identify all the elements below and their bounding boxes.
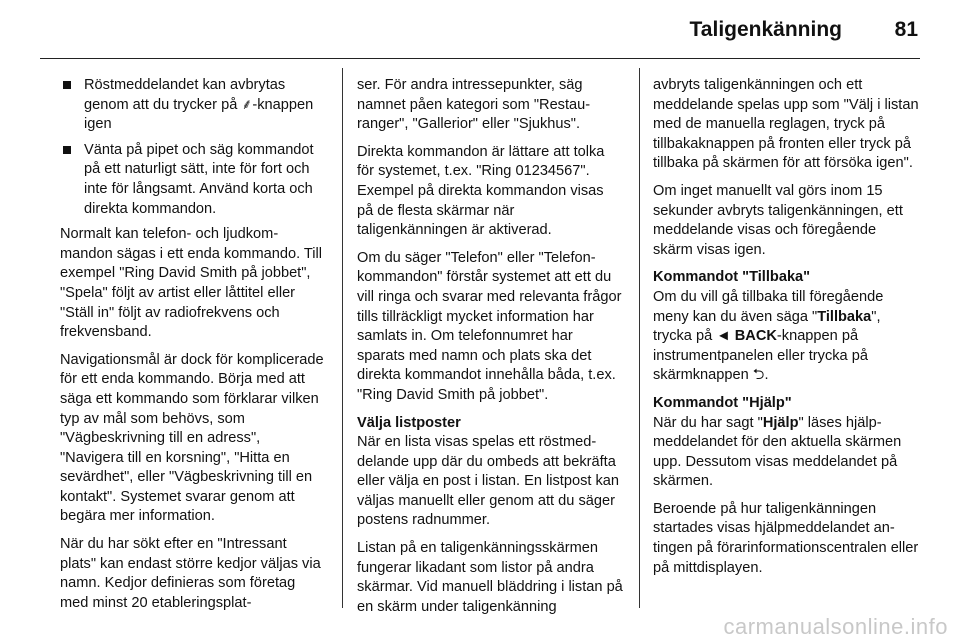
keyword-tillbaka: Tillbaka (817, 308, 872, 325)
back-arrow-icon: ⮌ (752, 367, 765, 384)
page-number: 81 (894, 18, 918, 41)
text-run: ", trycka på (653, 308, 881, 345)
paragraph: Om inget manuellt val görs inom 15 sekunder avbryts taligenkänningen, ett meddelande visas och föregående skärm visas igen. (653, 182, 903, 258)
column-divider-1 (342, 68, 343, 608)
paragraph (653, 288, 919, 386)
bullet-square-icon (63, 146, 71, 154)
section-heading: Kommandot "Hjälp" (653, 394, 792, 411)
section-heading: Välja listposter (357, 414, 461, 431)
paragraph: Listan på en taligenkänningsskärmen fungerar likadant som listor på andra skärmar. Vid manuell bläddring i listan på en skärm under taligenkänning (357, 540, 623, 615)
section-heading: Kommandot "Tillbaka" (653, 269, 811, 286)
bullet-text: Vänta på pipet och säg kommandot på ett naturligt sätt, inte för fort och inte för långsamt. Använd korta och direkta kommandon. (84, 141, 314, 217)
text-run: -knappen på instrumentpanelen eller trycka på skärmknappen (653, 328, 868, 384)
back-button-label: ◄ BACK (716, 328, 777, 345)
column-3 (653, 76, 919, 586)
column-1 (60, 76, 326, 621)
bullet-item (60, 141, 326, 219)
paragraph: Om du säger "Telefon" eller "Telefonkommandon" förstår systemet att ett du vill ringa och svarar med relevanta frågor tills tillräckligt mycket information har samlats in. Om telefonnumret har sparats med namn och plats ska det direkta kommandot innehålla båda, t.ex. "Ring David Smith på jobbet". (357, 249, 622, 403)
paragraph: Normalt kan telefon- och ljudkommandon sägas i ett enda kommando. Till exempel "Ring David Smith på jobbet", "Spela" följt av artist eller låttitel eller "Ställ in" följt av radiofrekvens och frekvensband. (60, 226, 323, 341)
paragraph: Beroende på hur taligenkänningen startades visas hjälpmeddelandet antingen på förarinformationscentralen eller på mittdisplayen. (653, 500, 919, 576)
page-title: Taligenkänning (689, 18, 842, 41)
paragraph: Navigationsmål är dock för komplicerade för ett enda kommando. Börja med att säga ett kommando som förklarar vilken typ av mål som behövs, som "Vägbeskrivning till en adress", "Navigera till en korsning", "Hitta en sevärdhet", eller "Vägbeskrivning till en kontakt". Systemet svarar genom att begära mer information. (60, 351, 324, 525)
text-run: " läses hjälpmeddelandet för den aktuella skärmen upp. Dessutom visas meddelandet på skärmen. (653, 414, 902, 490)
bullet-square-icon (63, 81, 71, 89)
bullet-item (60, 76, 326, 135)
page-header (40, 0, 920, 59)
column-divider-2 (639, 68, 640, 608)
text-run: Om du vill gå tillbaka till föregående meny kan du även säga " (653, 288, 884, 325)
keyword-hjalp: Hjälp (762, 414, 799, 431)
paragraph: ser. För andra intressepunkter, säg namnet påen kategori som "Restauranger", "Gallerior" eller "Sjukhus". (357, 77, 591, 133)
bullet-text-post: -knappen igen (84, 96, 314, 133)
column-2 (357, 76, 623, 625)
voice-button-icon: ⸙ (241, 96, 253, 113)
bullet-text-pre: Röstmeddelandet kan avbrytas genom att du trycker på (84, 77, 286, 113)
paragraph: avbryts taligenkänningen och ett meddelande spelas upp som "Välj i listan med de manuella reglagen, tryck på tillbakaknappen på fronten eller tryck på tillbaka på skärmen för att försöka igen". (653, 77, 919, 172)
paragraph: När du har sökt efter en "Intressant plats" kan endast större kedjor väljas via namn. Kedjor definieras som företag med minst 20 etableringsplat- (60, 536, 321, 611)
paragraph (653, 414, 919, 492)
text-run: När du har sagt " (653, 414, 763, 431)
paragraph: När en lista visas spelas ett röstmeddelande upp där du ombeds att bekräfta eller välja en post i listan. En listpost kan väljas manuellt eller genom att du säger postens radnummer. (357, 434, 620, 529)
text-run: . (764, 367, 769, 384)
watermark: carmanualsonline.info (723, 614, 948, 639)
paragraph: Direkta kommandon är lättare att tolka för systemet, t.ex. "Ring 01234567". Exempel på direkta kommandon visas på de flesta skärmar när taligenkänningen är aktiverad. (357, 143, 605, 239)
